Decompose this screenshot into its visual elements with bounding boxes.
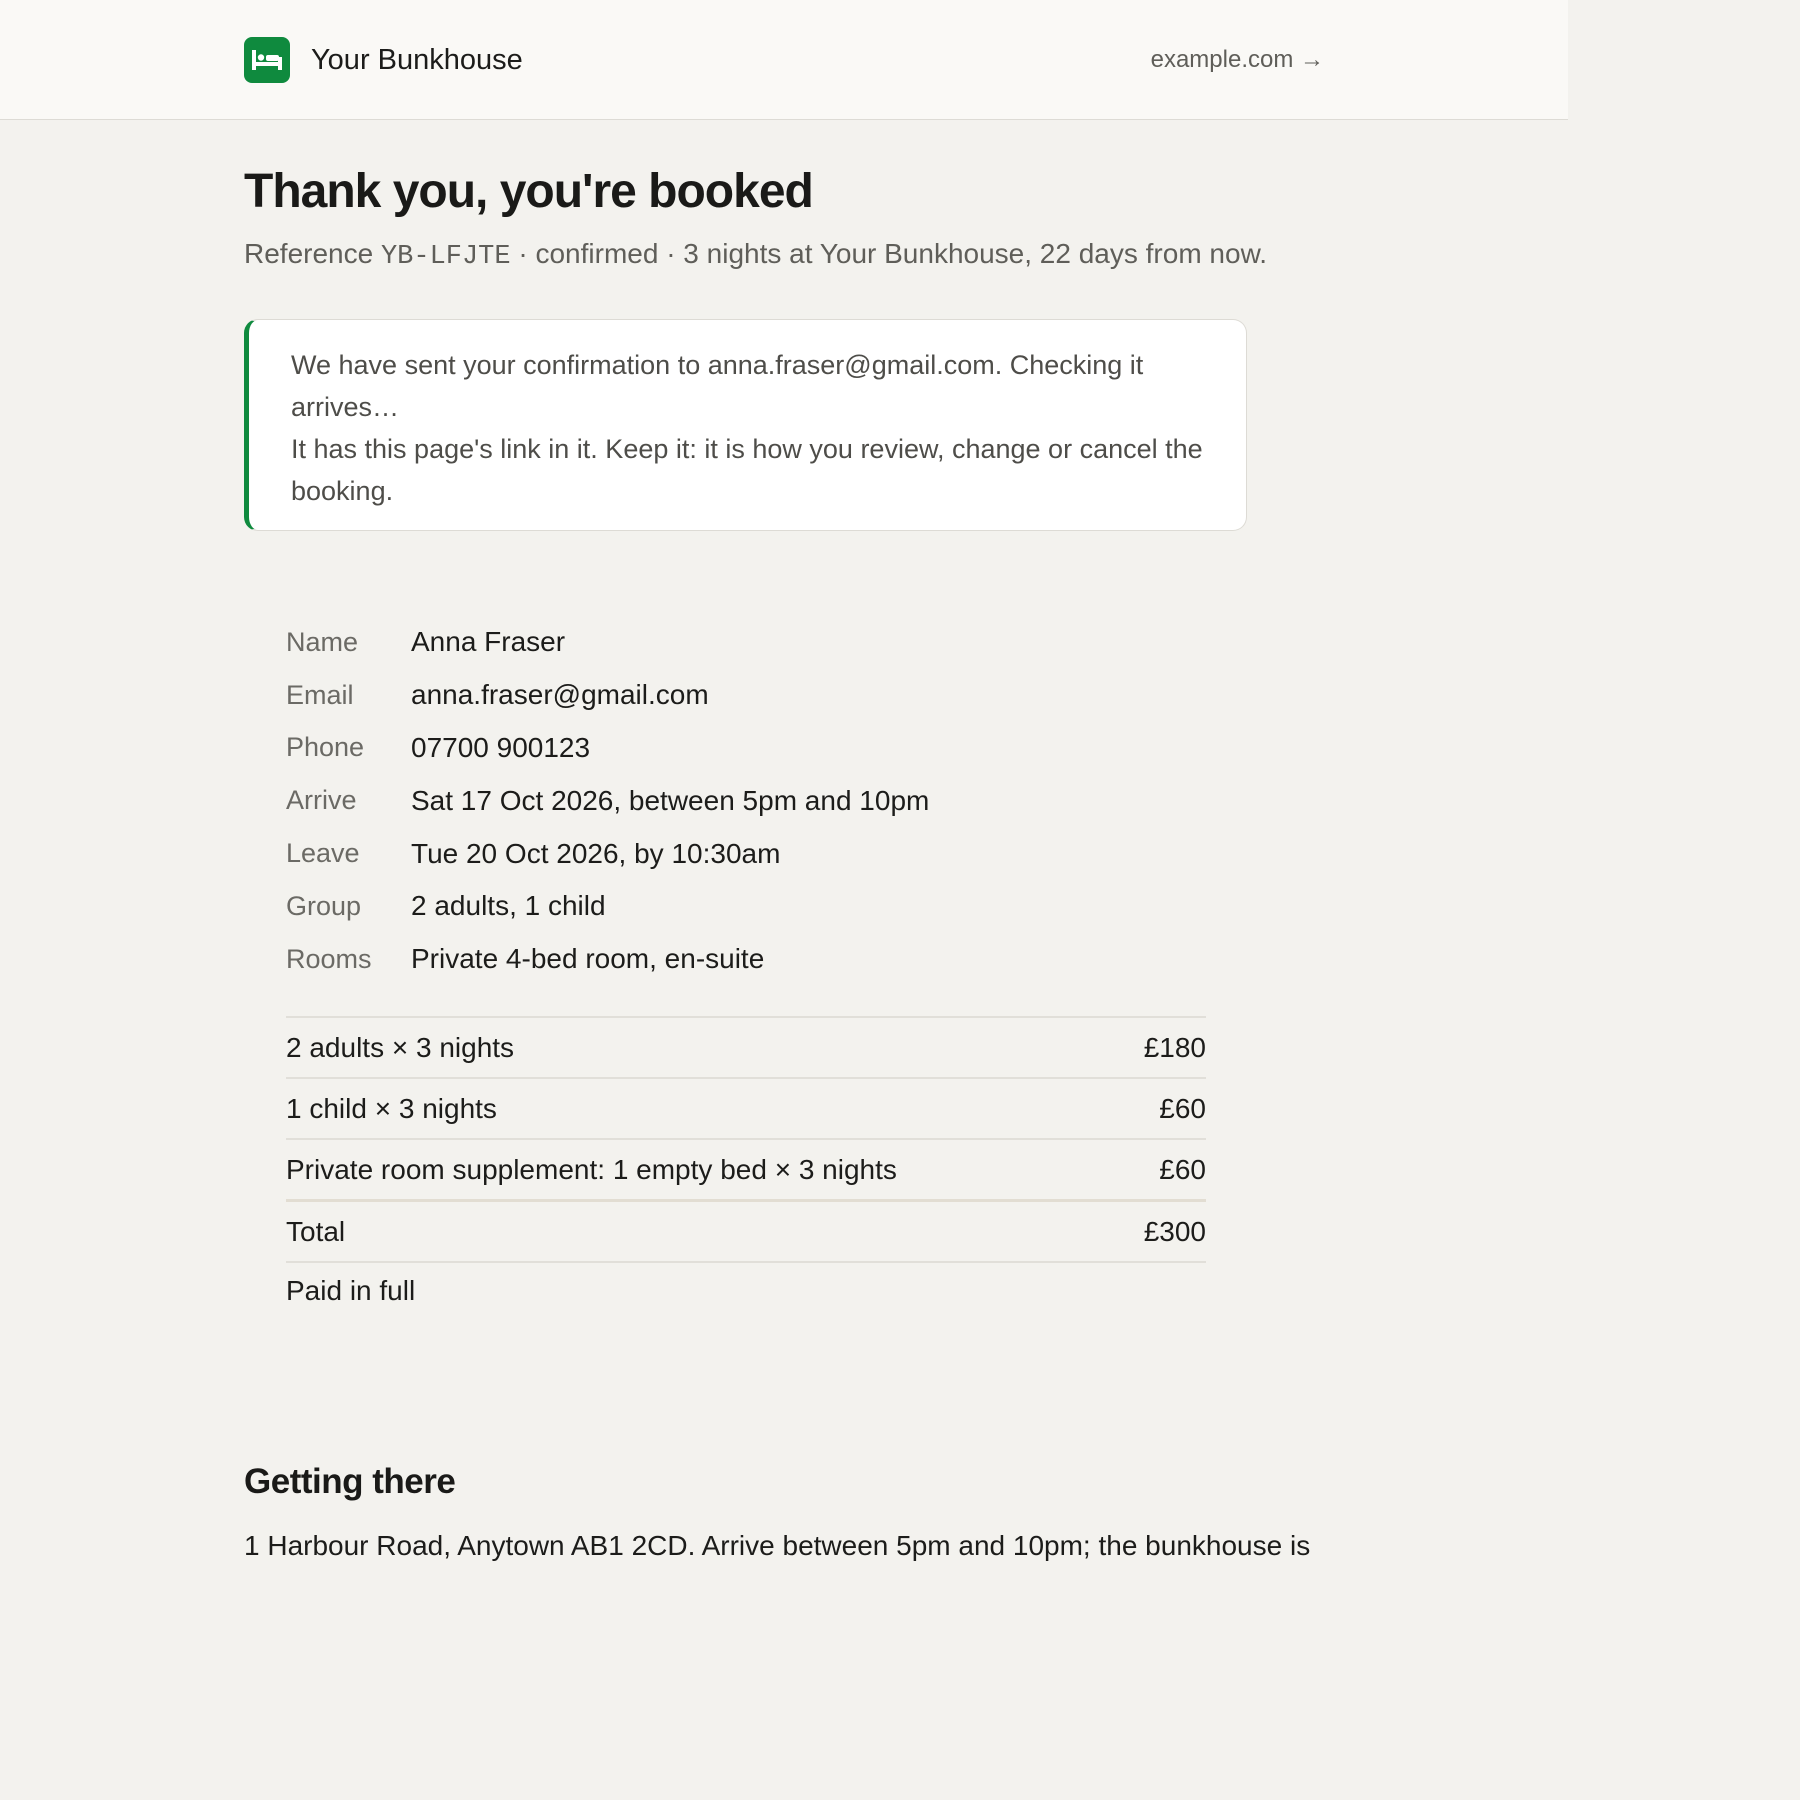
detail-label: Email [286,679,354,710]
booking-details [286,616,929,986]
detail-row-group [286,880,929,933]
detail-value: 2 adults, 1 child [411,890,606,922]
detail-value: Sat 17 Oct 2026, between 5pm and 10pm [411,784,930,816]
price-line-label: 1 child × 3 nights [286,1092,497,1124]
reference-prefix: Reference [244,238,381,269]
total-amount: £300 [1143,1215,1206,1247]
booking-status-text: · confirmed · 3 nights at Your Bunkhouse, 22 days from now. [510,238,1268,269]
price-line-label: 2 adults × 3 nights [286,1031,515,1063]
price-line-amount: £180 [1143,1031,1206,1063]
detail-row-rooms [286,933,929,986]
price-line-amount: £60 [1159,1092,1206,1124]
price-line [286,1138,1206,1199]
price-line-amount: £60 [1159,1153,1206,1185]
detail-value: 07700 900123 [411,731,591,763]
detail-label: Leave [286,838,360,869]
top-bar [0,0,1568,120]
site-name: Your Bunkhouse [311,43,523,76]
payment-status-row [286,1261,1206,1319]
page-title: Thank you, you're booked [244,165,813,218]
detail-label: Phone [286,732,365,763]
price-line [286,1077,1206,1138]
getting-there-text: 1 Harbour Road, Anytown AB1 2CD. Arrive between 5pm and 10pm; the bunkhouse is [244,1530,1311,1561]
detail-row-leave [286,827,929,880]
detail-label: Arrive [286,785,357,816]
bed-icon [244,37,290,83]
price-total-row [286,1199,1206,1261]
detail-row-email [286,669,929,722]
booking-reference: YB-LFJTE [380,242,511,272]
booking-summary [244,238,1267,272]
notice-line-1: We have sent your confirmation to anna.fraser@gmail.com. Checking it arrives… [291,350,1144,422]
price-line [286,1016,1206,1077]
detail-row-phone [286,722,929,775]
detail-label: Name [286,626,359,657]
brand[interactable] [244,37,523,83]
confirmation-notice [244,319,1247,531]
total-label: Total [286,1215,346,1247]
price-breakdown [286,1016,1206,1319]
detail-value: Anna Fraser [411,626,566,658]
payment-status: Paid in full [286,1275,416,1306]
detail-value: anna.fraser@gmail.com [411,679,709,711]
getting-there-title: Getting there [244,1462,456,1501]
price-line-label: Private room supplement: 1 empty bed × 3 nights [286,1153,897,1185]
detail-value: Tue 20 Oct 2026, by 10:30am [411,837,781,869]
detail-label: Group [286,890,362,921]
notice-line-2: It has this page's link in it. Keep it: it is how you review, change or cancel the booking. [291,434,1203,506]
site-link[interactable]: example.com → [1150,46,1324,73]
detail-value: Private 4-bed room, en-suite [411,943,765,975]
detail-label: Rooms [286,943,372,974]
detail-row-arrive [286,774,929,827]
detail-row-name [286,616,929,669]
